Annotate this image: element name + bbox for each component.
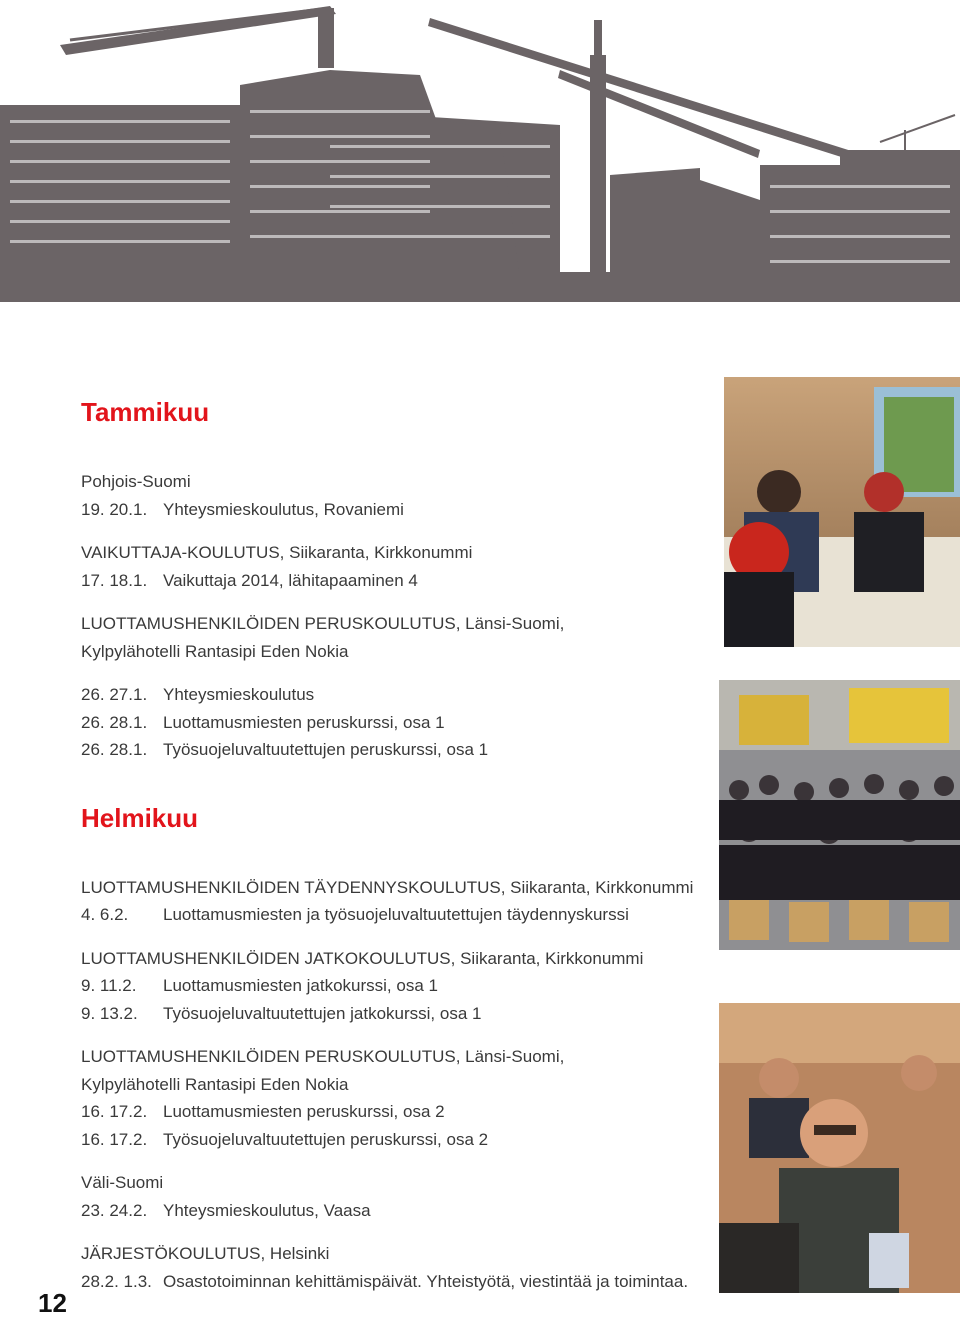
course-line xyxy=(81,1268,721,1296)
course-title: Yhteysmieskoulutus, Vaasa xyxy=(163,1200,371,1220)
course-title: Osastotoiminnan kehittämispäivät. Yhteistyötä, viestintää ja toimintaa. xyxy=(163,1271,689,1291)
january-schedule xyxy=(81,468,721,764)
course-line xyxy=(81,709,721,737)
venue-line xyxy=(81,468,721,496)
venue-text: Pohjois-Suomi xyxy=(81,472,191,491)
venue-line xyxy=(81,945,721,973)
course-line xyxy=(81,972,721,1000)
schedule-block xyxy=(81,1169,721,1224)
course-date: 17. 18.1. xyxy=(81,570,148,590)
schedule-content xyxy=(81,394,721,1311)
course-date: 28.2. 1.3. xyxy=(81,1271,152,1291)
course-line xyxy=(81,736,721,764)
course-line xyxy=(81,567,721,595)
venue-text: LUOTTAMUSHENKILÖIDEN PERUSKOULUTUS, Länsi-Suomi, xyxy=(81,1047,565,1066)
course-title: Työsuojeluvaltuutettujen peruskurssi, osa 1 xyxy=(163,740,489,759)
schedule-block xyxy=(81,1043,721,1153)
venue-text: Väli-Suomi xyxy=(81,1173,164,1192)
schedule-block xyxy=(81,1240,721,1295)
course-date: 26. 28.1. xyxy=(81,740,148,759)
venue-line xyxy=(81,1169,721,1197)
schedule-block xyxy=(81,610,721,665)
course-title: Vaikuttaja 2014, lähitapaaminen 4 xyxy=(163,570,418,590)
course-line xyxy=(81,1098,721,1126)
course-date: 4. 6.2. xyxy=(81,905,129,924)
course-date: 23. 24.2. xyxy=(81,1200,148,1220)
course-title: Työsuojeluvaltuutettujen jatkokurssi, osa 1 xyxy=(163,1003,482,1023)
schedule-block xyxy=(81,468,721,523)
auditorium-photo xyxy=(719,680,960,950)
course-line xyxy=(81,1197,721,1225)
venue-line xyxy=(81,610,721,638)
course-date: 9. 13.2. xyxy=(81,1003,138,1023)
meeting-photo xyxy=(724,377,960,647)
seminar-photo xyxy=(719,1003,960,1293)
venue-text: LUOTTAMUSHENKILÖIDEN PERUSKOULUTUS, Länsi-Suomi, xyxy=(81,614,565,633)
course-title: Luottamusmiesten peruskurssi, osa 2 xyxy=(163,1102,445,1121)
course-title: Luottamusmiesten jatkokurssi, osa 1 xyxy=(163,976,438,995)
venue-text: Kylpylähotelli Rantasipi Eden Nokia xyxy=(81,1074,349,1094)
course-line xyxy=(81,681,721,709)
schedule-block xyxy=(81,681,721,764)
course-line xyxy=(81,496,721,524)
venue-text: Kylpylähotelli Rantasipi Eden Nokia xyxy=(81,641,349,661)
venue-text: VAIKUTTAJA-KOULUTUS, Siikaranta, Kirkkonummi xyxy=(81,543,473,562)
course-date: 9. 11.2. xyxy=(81,976,137,995)
venue-text: JÄRJESTÖKOULUTUS, Helsinki xyxy=(81,1244,330,1263)
venue-text: LUOTTAMUSHENKILÖIDEN TÄYDENNYSKOULUTUS, Siikaranta, Kirkkonummi xyxy=(81,877,694,897)
course-date: 19. 20.1. xyxy=(81,499,148,519)
venue-line xyxy=(81,874,721,902)
course-title: Yhteysmieskoulutus xyxy=(163,685,315,704)
course-title: Yhteysmieskoulutus, Rovaniemi xyxy=(163,499,404,519)
construction-cranes-illustration xyxy=(0,0,960,305)
venue-line xyxy=(81,638,721,666)
course-title: Luottamusmiesten peruskurssi, osa 1 xyxy=(163,712,445,732)
course-date: 16. 17.2. xyxy=(81,1129,148,1149)
february-schedule xyxy=(81,874,721,1296)
schedule-block xyxy=(81,874,721,929)
course-line xyxy=(81,901,721,929)
venue-line xyxy=(81,539,721,567)
month-heading-february: Helmikuu xyxy=(81,802,199,833)
course-line xyxy=(81,1000,721,1028)
venue-text: LUOTTAMUSHENKILÖIDEN JATKOKOULUTUS, Siikaranta, Kirkkonummi xyxy=(81,948,644,968)
schedule-block xyxy=(81,945,721,1028)
course-date: 26. 28.1. xyxy=(81,712,148,732)
course-date: 16. 17.2. xyxy=(81,1102,148,1121)
venue-line xyxy=(81,1071,721,1099)
month-heading-january: Tammikuu xyxy=(81,397,210,427)
course-title: Luottamusmiesten ja työsuojeluvaltuutettujen täydennyskurssi xyxy=(163,905,629,924)
course-line xyxy=(81,1126,721,1154)
course-date: 26. 27.1. xyxy=(81,685,148,704)
schedule-block xyxy=(81,539,721,594)
page-number: 12 xyxy=(38,1288,67,1318)
venue-line xyxy=(81,1043,721,1071)
hero-illustration xyxy=(0,0,960,305)
course-title: Työsuojeluvaltuutettujen peruskurssi, osa 2 xyxy=(163,1129,489,1149)
venue-line xyxy=(81,1240,721,1268)
